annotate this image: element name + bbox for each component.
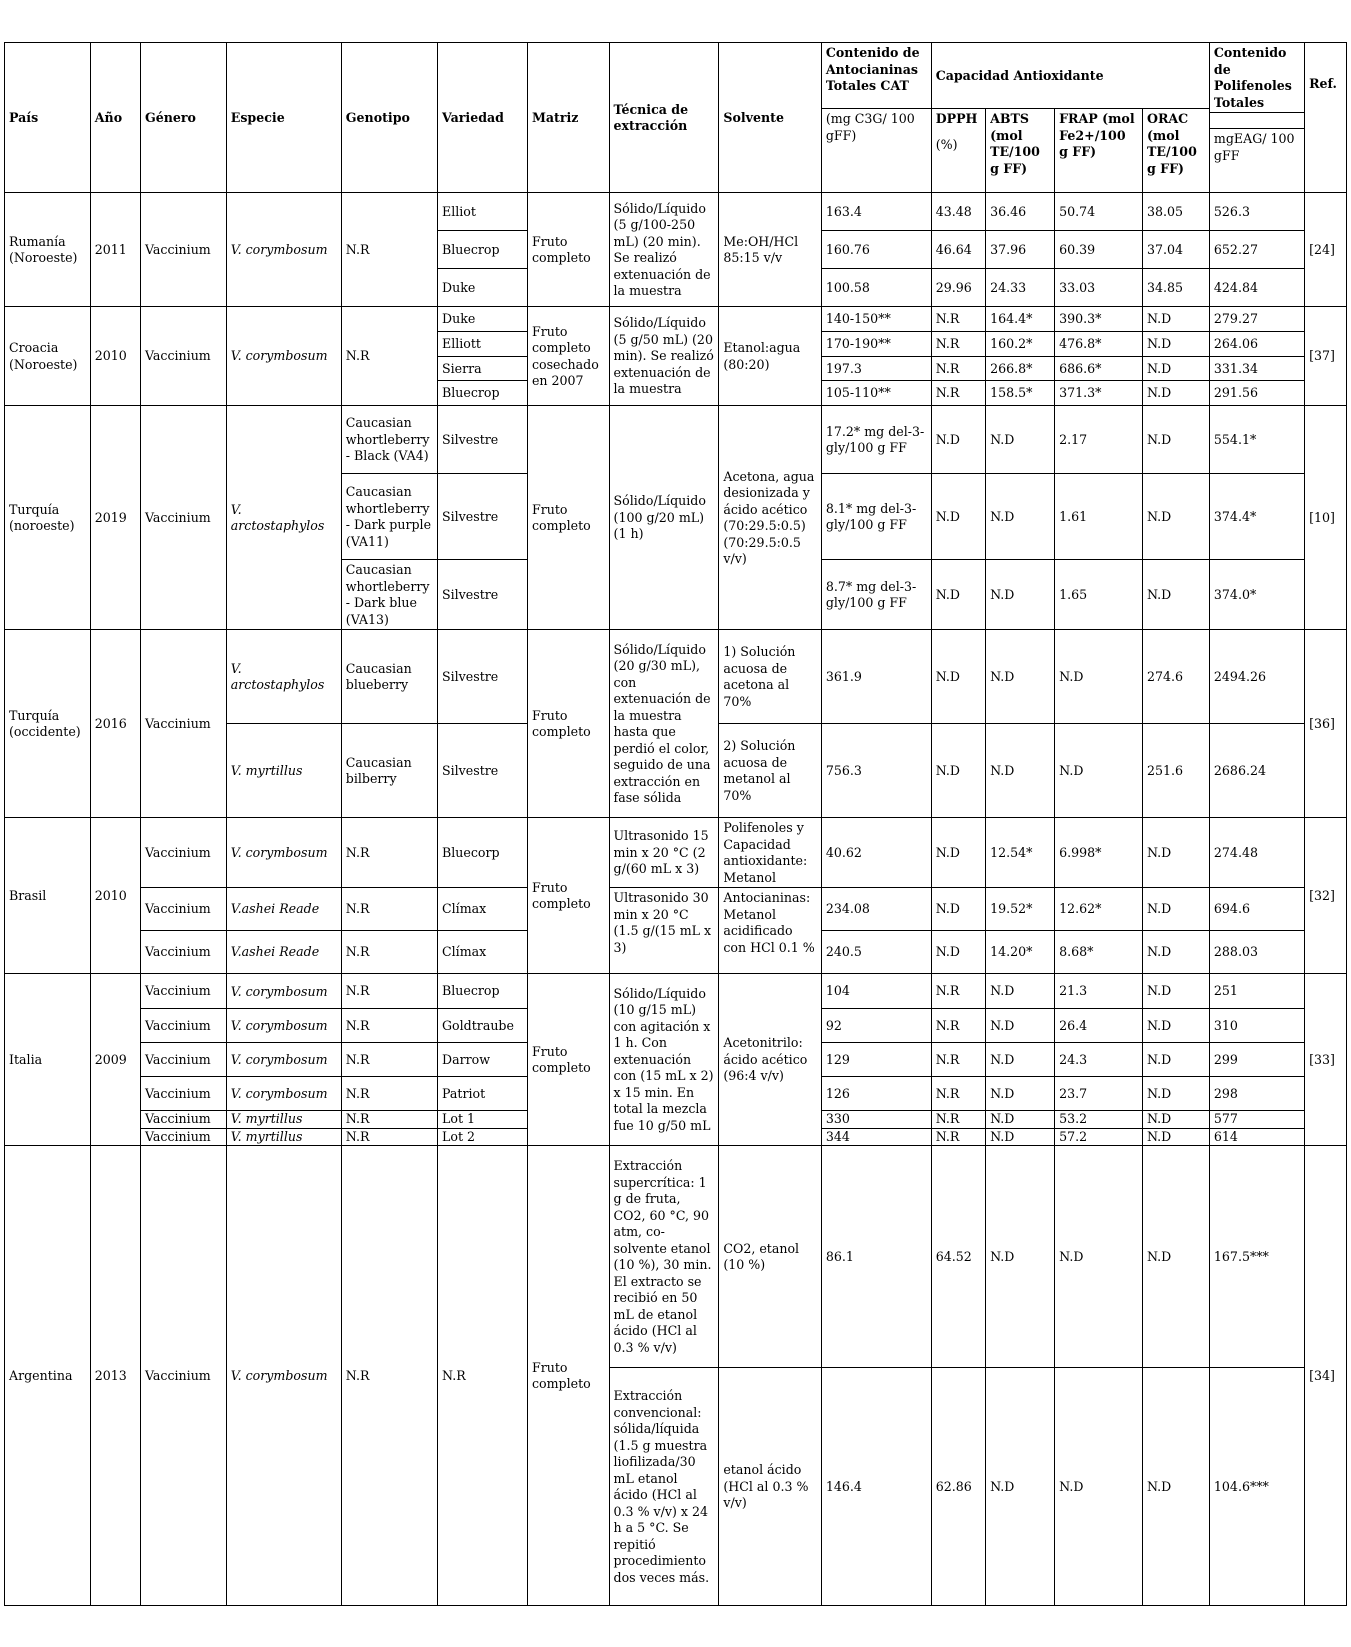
cell-variedad: Bluecrop [438, 231, 528, 269]
cell-frap: 2.17 [1055, 406, 1143, 474]
cell-orac: N.D [1142, 381, 1209, 406]
header-capacidad: Capacidad Antioxidante [931, 43, 1209, 109]
cell-abts: 24.33 [986, 269, 1055, 307]
cell-orac: 251.6 [1142, 724, 1209, 818]
cell-genero: Vaccinium [140, 406, 226, 630]
cell-variedad: Goldtraube [438, 1009, 528, 1043]
cell-polifenoles: 299 [1209, 1043, 1304, 1077]
cell-abts: N.D [986, 1368, 1055, 1606]
cell-matriz: Fruto completo [527, 974, 609, 1146]
cell-abts: N.D [986, 1146, 1055, 1368]
cell-pais: Italia [5, 974, 91, 1146]
cell-variedad: Silvestre [438, 724, 528, 818]
cell-polifenoles: 291.56 [1209, 381, 1304, 406]
cell-orac: 37.04 [1142, 231, 1209, 269]
cell-dpph: N.D [931, 474, 985, 560]
cell-cat: 8.7* mg del-3-gly/100 g FF [821, 560, 931, 630]
cell-polifenoles: 554.1* [1209, 406, 1304, 474]
cell-orac: N.D [1142, 931, 1209, 974]
cell-dpph: N.R [931, 974, 985, 1009]
cell-frap: 60.39 [1055, 231, 1143, 269]
header-cat-unit: (mg C3G/ 100 gFF) [821, 109, 931, 193]
cell-polifenoles: 331.34 [1209, 357, 1304, 381]
cell-solvente: 2) Solución acuosa de metanol al 70% [719, 724, 822, 818]
cell-frap: 1.61 [1055, 474, 1143, 560]
cell-orac: N.D [1142, 1128, 1209, 1146]
cell-orac: N.D [1142, 888, 1209, 931]
cell-cat: 92 [821, 1009, 931, 1043]
cell-especie: V. myrtillus [226, 1111, 341, 1129]
header-ref: Ref. [1305, 43, 1347, 193]
header-dpph-unit: (%) [931, 129, 985, 193]
cell-ref: [34] [1305, 1146, 1347, 1606]
cell-polifenoles: 298 [1209, 1077, 1304, 1111]
cell-genotipo: N.R [341, 974, 437, 1009]
cell-dpph: N.R [931, 307, 985, 332]
header-solvente: Solvente [719, 43, 822, 193]
cell-ref: [37] [1305, 307, 1347, 406]
cell-genero: Vaccinium [140, 630, 226, 818]
cell-genotipo: N.R [341, 818, 437, 888]
cell-abts: N.D [986, 724, 1055, 818]
cell-polifenoles: 374.0* [1209, 560, 1304, 630]
cell-frap: N.D [1055, 1146, 1143, 1368]
cell-abts: N.D [986, 560, 1055, 630]
cell-polifenoles: 614 [1209, 1128, 1304, 1146]
table-row [5, 630, 1347, 724]
cell-abts: 164.4* [986, 307, 1055, 332]
cell-cat: 361.9 [821, 630, 931, 724]
cell-frap: 390.3* [1055, 307, 1143, 332]
cell-polifenoles: 104.6*** [1209, 1368, 1304, 1606]
cell-cat: 330 [821, 1111, 931, 1129]
cell-dpph: 43.48 [931, 193, 985, 231]
cell-solvente: Antocianinas: Metanol acidificado con HCl 0.1 % [719, 888, 822, 974]
cell-variedad: Sierra [438, 357, 528, 381]
cell-anio: 2013 [90, 1146, 140, 1606]
cell-variedad: Patriot [438, 1077, 528, 1111]
cell-solvente: etanol ácido (HCl al 0.3 % v/v) [719, 1368, 822, 1606]
header-abts: ABTS (mol TE/100 g FF) [986, 109, 1055, 193]
document-sheet [4, 42, 1347, 1606]
cell-frap: 50.74 [1055, 193, 1143, 231]
cell-orac: N.D [1142, 818, 1209, 888]
table-row [5, 818, 1347, 888]
cell-cat: 17.2* mg del-3-gly/100 g FF [821, 406, 931, 474]
cell-abts: N.D [986, 474, 1055, 560]
cell-polifenoles: 279.27 [1209, 307, 1304, 332]
cell-abts: 14.20* [986, 931, 1055, 974]
header-polifenoles-title: Contenido de Polifenoles Totales [1210, 45, 1304, 113]
cell-pais: Turquía (occidente) [5, 630, 91, 818]
cell-especie: V. arctostaphylos [226, 630, 341, 724]
cell-genotipo: Caucasian blueberry [341, 630, 437, 724]
cell-frap: 12.62* [1055, 888, 1143, 931]
cell-dpph: 64.52 [931, 1146, 985, 1368]
cell-cat: 197.3 [821, 357, 931, 381]
header-polifenoles [1209, 43, 1304, 129]
cell-especie: V.ashei Reade [226, 931, 341, 974]
cell-genotipo: N.R [341, 1146, 437, 1606]
cell-variedad: Silvestre [438, 474, 528, 560]
cell-abts: 158.5* [986, 381, 1055, 406]
cell-solvente: Acetonitrilo: ácido acético (96:4 v/v) [719, 974, 822, 1146]
cell-variedad: Silvestre [438, 630, 528, 724]
cell-orac: N.D [1142, 560, 1209, 630]
header-variedad: Variedad [438, 43, 528, 193]
cell-orac: 34.85 [1142, 269, 1209, 307]
cell-abts: N.D [986, 1128, 1055, 1146]
cell-abts: N.D [986, 974, 1055, 1009]
cell-especie: V. myrtillus [226, 724, 341, 818]
cell-abts: 37.96 [986, 231, 1055, 269]
cell-cat: 756.3 [821, 724, 931, 818]
cell-genotipo: N.R [341, 1077, 437, 1111]
cell-genotipo: Caucasian whortleberry - Black (VA4) [341, 406, 437, 474]
cell-genero: Vaccinium [140, 931, 226, 974]
header-polifenoles-unit: mgEAG/ 100 gFF [1209, 129, 1304, 193]
cell-polifenoles: 694.6 [1209, 888, 1304, 931]
cell-anio: 2016 [90, 630, 140, 818]
header-matriz: Matriz [527, 43, 609, 193]
cell-cat: 104 [821, 974, 931, 1009]
table-row [5, 307, 1347, 332]
cell-genotipo: N.R [341, 1009, 437, 1043]
cell-dpph: N.D [931, 888, 985, 931]
cell-variedad: Duke [438, 269, 528, 307]
cell-orac: N.D [1142, 1009, 1209, 1043]
cell-cat: 140-150** [821, 307, 931, 332]
cell-ref: [32] [1305, 818, 1347, 974]
cell-especie: V. corymbosum [226, 1146, 341, 1606]
cell-matriz: Fruto completo [527, 1146, 609, 1606]
cell-abts: N.D [986, 406, 1055, 474]
cell-orac: N.D [1142, 1146, 1209, 1368]
cell-dpph: N.R [931, 1128, 985, 1146]
cell-genotipo: Caucasian whortleberry - Dark blue (VA13) [341, 560, 437, 630]
cell-orac: N.D [1142, 307, 1209, 332]
cell-especie: V. myrtillus [226, 1128, 341, 1146]
cell-especie: V. corymbosum [226, 1043, 341, 1077]
cell-cat: 100.58 [821, 269, 931, 307]
cell-genero: Vaccinium [140, 818, 226, 888]
cell-genotipo: N.R [341, 307, 437, 406]
cell-solvente: Etanol:agua (80:20) [719, 307, 822, 406]
cell-especie: V. corymbosum [226, 193, 341, 307]
cell-polifenoles: 424.84 [1209, 269, 1304, 307]
cell-dpph: N.D [931, 931, 985, 974]
cell-genotipo: Caucasian bilberry [341, 724, 437, 818]
cell-abts: 266.8* [986, 357, 1055, 381]
cell-matriz: Fruto completo [527, 406, 609, 630]
cell-cat: 129 [821, 1043, 931, 1077]
cell-tecnica: Ultrasonido 15 min x 20 °C (2 g/(60 mL x 3) [609, 818, 719, 888]
cell-especie: V.ashei Reade [226, 888, 341, 931]
cell-matriz: Fruto completo [527, 193, 609, 307]
cell-polifenoles: 288.03 [1209, 931, 1304, 974]
cell-pais: Croacia (Noroeste) [5, 307, 91, 406]
table-row [5, 193, 1347, 231]
cell-tecnica: Extracción supercrítica: 1 g de fruta, CO2, 60 °C, 90 atm, co-solvente etanol (10 %), 30 min. El extracto se recibió en 50 mL de etanol ácido (HCl al 0.3 % v/v) [609, 1146, 719, 1368]
cell-genero: Vaccinium [140, 1009, 226, 1043]
cell-frap: 1.65 [1055, 560, 1143, 630]
cell-frap: 6.998* [1055, 818, 1143, 888]
cell-variedad: Lot 1 [438, 1111, 528, 1129]
cell-tecnica: Sólido/Líquido (100 g/20 mL) (1 h) [609, 406, 719, 630]
cell-pais: Rumanía (Noroeste) [5, 193, 91, 307]
cell-especie: V. corymbosum [226, 818, 341, 888]
cell-orac: N.D [1142, 1111, 1209, 1129]
cell-polifenoles: 2686.24 [1209, 724, 1304, 818]
cell-abts: 19.52* [986, 888, 1055, 931]
cell-variedad: Clímax [438, 888, 528, 931]
cell-cat: 146.4 [821, 1368, 931, 1606]
cell-abts: N.D [986, 1077, 1055, 1111]
header-orac: ORAC (mol TE/100 g FF) [1142, 109, 1209, 193]
cell-variedad: Elliot [438, 193, 528, 231]
cell-genotipo: N.R [341, 1111, 437, 1129]
cell-frap: 686.6* [1055, 357, 1143, 381]
cell-genero: Vaccinium [140, 1146, 226, 1606]
cell-anio: 2019 [90, 406, 140, 630]
cell-frap: 23.7 [1055, 1077, 1143, 1111]
cell-variedad: Silvestre [438, 406, 528, 474]
cell-cat: 163.4 [821, 193, 931, 231]
cell-dpph: N.D [931, 406, 985, 474]
cell-orac: N.D [1142, 332, 1209, 357]
cell-dpph: N.R [931, 1077, 985, 1111]
cell-genero: Vaccinium [140, 193, 226, 307]
cell-dpph: N.D [931, 560, 985, 630]
cell-variedad: Elliott [438, 332, 528, 357]
cell-variedad: Bluecrop [438, 381, 528, 406]
cell-orac: 38.05 [1142, 193, 1209, 231]
cell-polifenoles: 374.4* [1209, 474, 1304, 560]
cell-dpph: N.R [931, 332, 985, 357]
cell-anio: 2010 [90, 818, 140, 974]
cell-especie: V. corymbosum [226, 1077, 341, 1111]
cell-dpph: 46.64 [931, 231, 985, 269]
table-row [5, 1146, 1347, 1368]
header-cat: Contenido de Antocianinas Totales CAT [821, 43, 931, 109]
cell-dpph: N.R [931, 1009, 985, 1043]
cell-cat: 170-190** [821, 332, 931, 357]
cell-abts: N.D [986, 1043, 1055, 1077]
cell-frap: N.D [1055, 1368, 1143, 1606]
cell-tecnica: Ultrasonido 30 min x 20 °C (1.5 g/(15 mL x 3) [609, 888, 719, 974]
cell-matriz: Fruto completo [527, 818, 609, 974]
cell-orac: N.D [1142, 1077, 1209, 1111]
cell-variedad: Lot 2 [438, 1128, 528, 1146]
cell-polifenoles: 2494.26 [1209, 630, 1304, 724]
cell-tecnica: Sólido/Líquido (10 g/15 mL) con agitación x 1 h. Con extenuación con (15 mL x 2) x 15 min. En total la mezcla fue 10 g/50 mL [609, 974, 719, 1146]
cell-polifenoles: 251 [1209, 974, 1304, 1009]
cell-variedad: Silvestre [438, 560, 528, 630]
cell-genero: Vaccinium [140, 1077, 226, 1111]
cell-orac: N.D [1142, 1368, 1209, 1606]
cell-orac: N.D [1142, 1043, 1209, 1077]
cell-polifenoles: 167.5*** [1209, 1146, 1304, 1368]
cell-cat: 240.5 [821, 931, 931, 974]
cell-variedad: Bluecrop [438, 974, 528, 1009]
header-genero: Género [140, 43, 226, 193]
cell-solvente: Polifenoles y Capacidad antioxidante: Metanol [719, 818, 822, 888]
cell-dpph: N.R [931, 357, 985, 381]
cell-genotipo: N.R [341, 1128, 437, 1146]
cell-especie: V. corymbosum [226, 1009, 341, 1043]
cell-abts: 160.2* [986, 332, 1055, 357]
cell-abts: N.D [986, 1111, 1055, 1129]
cell-variedad: N.R [438, 1146, 528, 1606]
cell-cat: 344 [821, 1128, 931, 1146]
cell-especie: V. arctostaphylos [226, 406, 341, 630]
cell-dpph: N.R [931, 1043, 985, 1077]
cell-frap: 21.3 [1055, 974, 1143, 1009]
table-row [5, 888, 1347, 931]
cell-polifenoles: 526.3 [1209, 193, 1304, 231]
cell-frap: 476.8* [1055, 332, 1143, 357]
cell-polifenoles: 652.27 [1209, 231, 1304, 269]
cell-genotipo: Caucasian whortleberry - Dark purple (VA11) [341, 474, 437, 560]
cell-anio: 2011 [90, 193, 140, 307]
cell-frap: 26.4 [1055, 1009, 1143, 1043]
cell-genero: Vaccinium [140, 888, 226, 931]
cell-frap: 57.2 [1055, 1128, 1143, 1146]
cell-genotipo: N.R [341, 931, 437, 974]
cell-ref: [36] [1305, 630, 1347, 818]
cell-frap: 8.68* [1055, 931, 1143, 974]
cell-abts: N.D [986, 1009, 1055, 1043]
cell-cat: 105-110** [821, 381, 931, 406]
cell-dpph: 62.86 [931, 1368, 985, 1606]
cell-genero: Vaccinium [140, 1128, 226, 1146]
cell-genero: Vaccinium [140, 974, 226, 1009]
cell-orac: N.D [1142, 357, 1209, 381]
cell-genero: Vaccinium [140, 307, 226, 406]
cell-cat: 234.08 [821, 888, 931, 931]
cell-tecnica: Sólido/Líquido (20 g/30 mL), con extenuación de la muestra hasta que perdió el color, seguido de una extracción en fase sólida [609, 630, 719, 818]
cell-orac: N.D [1142, 406, 1209, 474]
cell-variedad: Duke [438, 307, 528, 332]
cell-anio: 2010 [90, 307, 140, 406]
cell-tecnica: Sólido/Líquido (5 g/50 mL) (20 min). Se realizó extenuación de la muestra [609, 307, 719, 406]
cell-especie: V. corymbosum [226, 974, 341, 1009]
cell-genero: Vaccinium [140, 1043, 226, 1077]
header-pais: País [5, 43, 91, 193]
cell-solvente: Me:OH/HCl 85:15 v/v [719, 193, 822, 307]
cell-frap: 371.3* [1055, 381, 1143, 406]
cell-genotipo: N.R [341, 193, 437, 307]
cell-polifenoles: 264.06 [1209, 332, 1304, 357]
cell-tecnica: Extracción convencional: sólida/líquida (1.5 g muestra liofilizada/30 mL etanol ácido (HCl al 0.3 % v/v) x 24 h a 5 °C. Se repitió procedimiento dos veces más. [609, 1368, 719, 1606]
cell-frap: N.D [1055, 630, 1143, 724]
cell-frap: N.D [1055, 724, 1143, 818]
cell-cat: 160.76 [821, 231, 931, 269]
header-anio: Año [90, 43, 140, 193]
header-especie: Especie [226, 43, 341, 193]
cell-pais: Brasil [5, 818, 91, 974]
cell-solvente: Acetona, agua desionizada y ácido acético (70:29.5:0.5) (70:29.5:0.5 v/v) [719, 406, 822, 630]
cell-orac: 274.6 [1142, 630, 1209, 724]
header-dpph: DPPH [931, 109, 985, 129]
cell-matriz: Fruto completo [527, 630, 609, 818]
header-row-1 [5, 43, 1347, 109]
cell-cat: 126 [821, 1077, 931, 1111]
cell-especie: V. corymbosum [226, 307, 341, 406]
cell-cat: 86.1 [821, 1146, 931, 1368]
cell-variedad: Darrow [438, 1043, 528, 1077]
antioxidant-table [4, 42, 1347, 1606]
table-row [5, 974, 1347, 1009]
cell-variedad: Clímax [438, 931, 528, 974]
cell-ref: [24] [1305, 193, 1347, 307]
cell-anio: 2009 [90, 974, 140, 1146]
cell-dpph: N.R [931, 381, 985, 406]
cell-abts: N.D [986, 630, 1055, 724]
cell-frap: 33.03 [1055, 269, 1143, 307]
cell-solvente: 1) Solución acuosa de acetona al 70% [719, 630, 822, 724]
cell-abts: 12.54* [986, 818, 1055, 888]
cell-ref: [10] [1305, 406, 1347, 630]
table-row [5, 406, 1347, 474]
cell-dpph: N.D [931, 724, 985, 818]
cell-solvente: CO2, etanol (10 %) [719, 1146, 822, 1368]
cell-polifenoles: 274.48 [1209, 818, 1304, 888]
cell-abts: 36.46 [986, 193, 1055, 231]
cell-cat: 8.1* mg del-3-gly/100 g FF [821, 474, 931, 560]
cell-pais: Turquía (noroeste) [5, 406, 91, 630]
cell-tecnica: Sólido/Líquido (5 g/100-250 mL) (20 min). Se realizó extenuación de la muestra [609, 193, 719, 307]
cell-ref: [33] [1305, 974, 1347, 1146]
cell-dpph: N.R [931, 1111, 985, 1129]
header-frap: FRAP (mol Fe2+/100 g FF) [1055, 109, 1143, 193]
cell-dpph: N.D [931, 630, 985, 724]
cell-genotipo: N.R [341, 888, 437, 931]
header-tecnica: Técnica de extracción [609, 43, 719, 193]
cell-matriz: Fruto completo cosechado en 2007 [527, 307, 609, 406]
cell-variedad: Bluecorp [438, 818, 528, 888]
cell-polifenoles: 310 [1209, 1009, 1304, 1043]
cell-orac: N.D [1142, 474, 1209, 560]
cell-dpph: N.D [931, 818, 985, 888]
header-genotipo: Genotipo [341, 43, 437, 193]
cell-dpph: 29.96 [931, 269, 985, 307]
cell-pais: Argentina [5, 1146, 91, 1606]
cell-orac: N.D [1142, 974, 1209, 1009]
cell-polifenoles: 577 [1209, 1111, 1304, 1129]
cell-genero: Vaccinium [140, 1111, 226, 1129]
cell-genotipo: N.R [341, 1043, 437, 1077]
cell-cat: 40.62 [821, 818, 931, 888]
cell-frap: 53.2 [1055, 1111, 1143, 1129]
cell-frap: 24.3 [1055, 1043, 1143, 1077]
